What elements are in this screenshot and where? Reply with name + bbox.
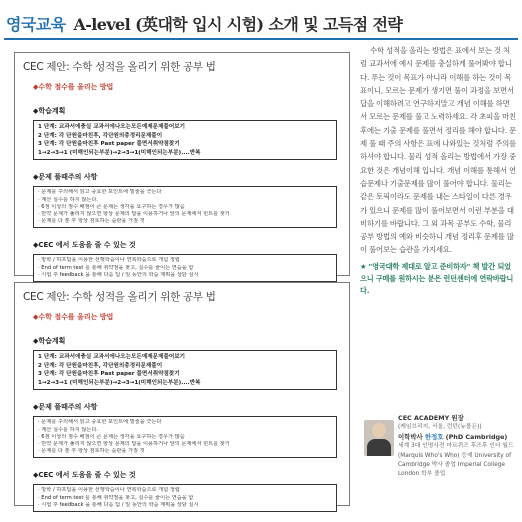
help-title: ◆CEC 에서 도움을 줄 수 있는 것 [33,471,136,480]
profile-name-line [398,433,520,442]
caution-line: · 6점 이상의 점수 배점이 큰 문제는 생각을 요구하는 경우가 많음 [38,203,185,210]
plan-line: 3 단계: 각 단원을마친후 Past paper 풀면서취약점찾기 [38,141,180,148]
box-title: CEC 제안: 수학 성적을 올리기 위한 공부 법 [23,291,216,303]
article-column [360,44,516,297]
article-body: 수학 성적을 올리는 방법은 표에서 보는 것 처럼 교과서에 예시 문제를 충실하게 풀어봐야 합니다. 푸는 것이 목표가 아니라 이해를 하는 것이 목표이니, 모르는 문제가 생기면 풀이 과정을 보면서 답을 이해하려고 연구하지말고 개념 이해를 하면서 모르는 문제를 풀고 노력하세요. 각 초피을 마친 후에는 기출 문제를 풀면서 정리를 해야 합니다. 문제 풀 때 주의 사항은 표에 나와있는 것처럼 주의를 하셔야 합니다. 물리 성적 올리는 방법에서 가장 중요한 것은 개념이해 입니다. 개념 이해를 통해서 연습문제나 기출문제를 많이 풀어야 합니다. 물리는 같은 토픽이라도 문제를 내는 스타일이 다른 경우가 있으니 문제를 많이 풀어보면서 이런 부분을 대비하기를 바랍니다. 그 외 과목 공부도 수학, 물리 공부 방법의 예와 비슷하니 개념 정리후 문제를 많이 풀어보는 습관을 가지세요. [360,46,516,255]
caution-strip [33,186,337,228]
help-line: · 시험 후 feedback 을 통해 다음 텀 / 일 동안의 학습 계획을 상담 실시 [38,271,199,278]
help-line: · 시험 후 feedback 을 통해 다음 텀 / 일 동안의 학습 계획을 상담 실시 [38,501,199,508]
page-header [4,4,518,44]
box-title: CEC 제안: 수학 성적을 올리기 위한 공부 법 [23,61,216,73]
plan-line: 2 단계: 각 단원을마친후, 각단원의총정리문제풀이 [38,362,163,369]
help-line: · 방학 / 하프텀을 이용한 선행학습이나 연복학습으로 개념 정립 [38,487,180,494]
help-line: · End of term test 를 통해 취약점을 찾고, 실수를 줄이는 연습을 함 [38,494,194,501]
caution-line: · 문제를 다 푼 후 항상 검토하는 습관을 가질 것 [38,218,145,225]
study-method-box [14,52,350,276]
plan-line: 1 단계: 교과서에충실 교과서에나오는모든예제문제풀어보기 [38,124,186,130]
caution-line: · 문제를 주의해서 읽고 중요한 포인트에 밑줄을 긋는다 [38,189,162,196]
plan-line: 2 단계: 각 단원을마친후, 각단원의총정리문제풀이 [38,132,163,139]
box-subtitle: ◆수학 점수를 올리는 방법 [33,83,114,91]
help-strip [33,484,337,512]
caution-title: ◆문제 풀때주의 사항 [33,173,98,182]
plan-strip [33,120,337,160]
page-title [6,12,402,35]
help-line: · 방학 / 하프텀을 이용한 선행학습이나 연복학습으로 개념 정립 [38,257,180,264]
caution-line: · 계산 실수를 하지 않는다. [38,196,99,203]
name-suffix: (PhD Cambridge) [443,432,508,441]
caution-line: · 만약 문제가 풀리지 않으면 항상 문제의 답을 이용하거나 앞의 문제에서 힌트를 찾기 [38,210,230,217]
caution-line: · 6점 이상의 점수 배점이 큰 문제는 생각을 요구하는 경우가 많음 [38,433,185,440]
caution-title: ◆문제 풀때주의 사항 [33,403,98,412]
profile-text [398,414,520,480]
photo-body [367,439,391,456]
help-title: ◆CEC 에서 도움을 줄 수 있는 것 [33,241,136,250]
caution-line: · 만약 문제가 풀리지 않으면 항상 문제의 답을 이용하거나 앞의 문제에서 힌트를 찾기 [38,440,230,447]
help-strip [33,254,337,282]
author-name: 한정호 [424,432,444,441]
box-subtitle: ◆수학 점수를 올리는 방법 [33,313,114,321]
profile-affiliation: (케임브리지, 서울, 런던(뉴몰든)) [398,424,482,431]
caution-line: · 문제를 주의해서 읽고 중요한 포인트에 밑줄을 긋는다 [38,419,162,426]
header-rule [4,38,518,40]
plan-line: 1→2→3→1 (미해인되는부분)→2→3→1(미해인되는부분)....반복 [38,149,201,156]
name-prefix: 이학박사 [398,432,425,441]
caution-line: · 계산 실수를 하지 않는다. [38,426,99,433]
study-method-box [14,282,350,506]
plan-strip [33,350,337,390]
help-line: · End of term test 를 통해 취약점을 찾고, 실수를 줄이는 연습을 함 [38,264,194,271]
author-profile [360,412,520,518]
caution-strip [33,416,337,458]
plan-line: 3 단계: 각 단원을마친후 Past paper 풀면서취약점찾기 [38,371,180,378]
plan-line: 1→2→3→1 (미해인되는부분)→2→3→1(미해인되는부분)....반복 [38,379,201,386]
title-text: A-level (英대학 입시 시험) 소개 및 고득점 전략 [73,15,403,34]
plan-title: ◆학습계획 [33,337,66,345]
author-photo [364,420,394,456]
profile-org: CEC ACADEMY 원장 [398,414,464,422]
plan-line: 1 단계: 교과서에충실 교과서에나오는모든예제문제풀어보기 [38,354,186,360]
caution-line: · 문제를 다 푼 후 항상 검토하는 습관을 가질 것 [38,448,145,455]
title-brand: 영국교육 [6,15,66,34]
book-note: ★ "영국대학 제대로 알고 준비하자" 책 발간 되었으니 구매를 원하시는 분은 런던센터에 연락바랍니다. [360,261,514,295]
photo-head [372,423,386,438]
plan-title: ◆학습계획 [33,107,66,115]
profile-bio: 세계 3대 인명사전 마르퀴즈 후즈후 인더 월드(Marquis Who's Who) 등재 University of Cambridge 박사 졸업 Imperial College London 학부 졸업 [398,443,514,478]
